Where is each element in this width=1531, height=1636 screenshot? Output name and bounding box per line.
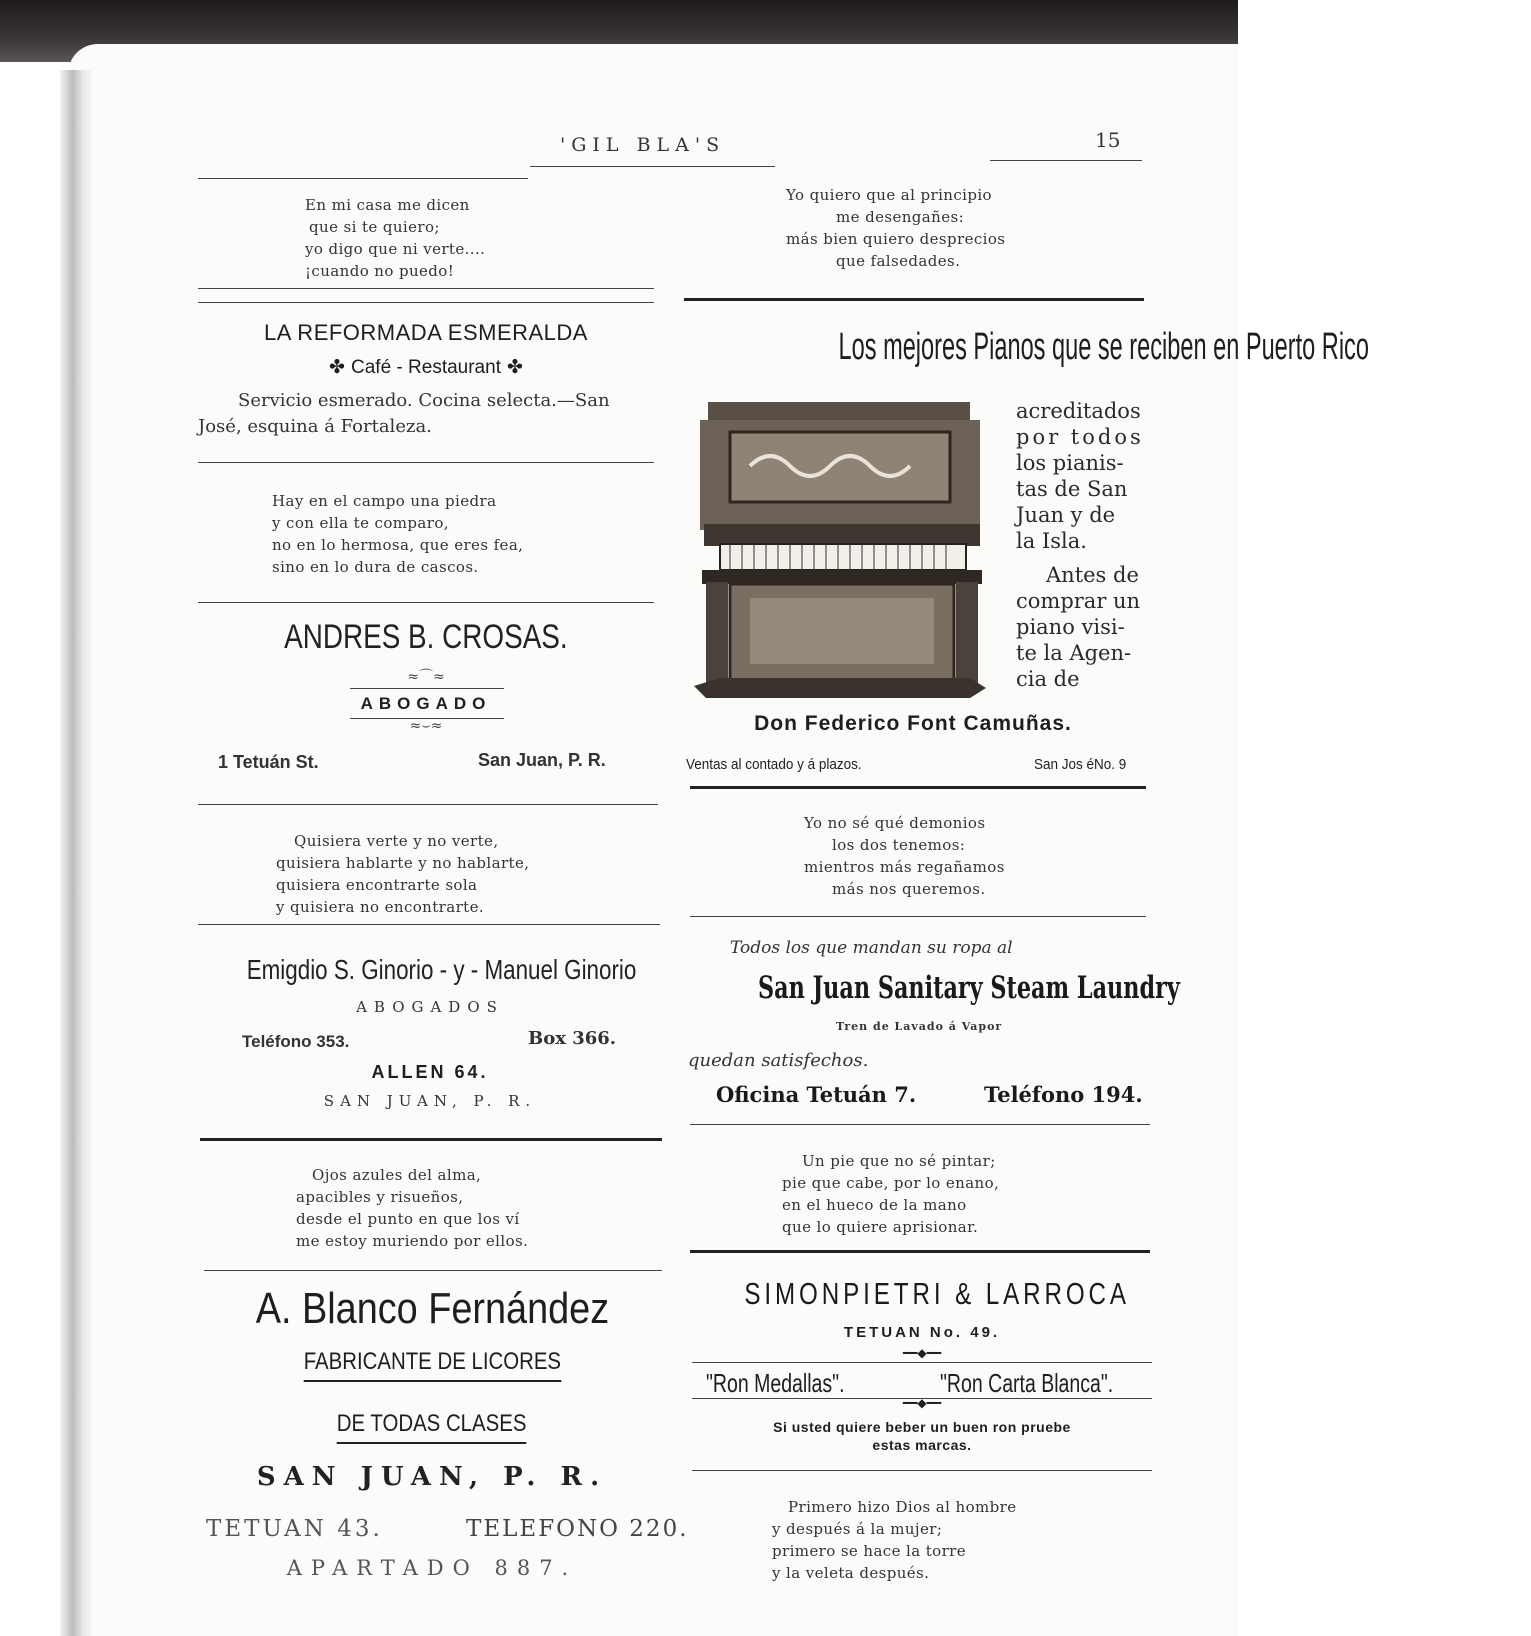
ornament-icon: ≈⌣≈ [409, 718, 443, 734]
esmeralda-text-1: Servicio esmerado. Cocina selecta.—San [238, 390, 610, 411]
crosas-name: ANDRES B. CROSAS. [284, 618, 568, 656]
divider [692, 1470, 1152, 1471]
divider [690, 916, 1146, 917]
divider [690, 1250, 1150, 1253]
laundry-sub: Tren de Lavado á Vapor [836, 1020, 1003, 1033]
laundry-office: Oficina Tetuán 7. [716, 1082, 917, 1107]
ornament-icon: ✤ [329, 356, 352, 378]
pianos-para-2: Antes de comprar un piano visi- te la Agen- cia de [1016, 563, 1141, 691]
pianos-headline-wrap [676, 326, 1369, 369]
ginorio-phone: Teléfono 353. [242, 1032, 350, 1051]
divider [350, 688, 504, 689]
pianos-terms: Ventas al contado y á plazos. [686, 756, 862, 773]
simonpietri-address: TETUAN No. 49. [843, 1324, 1001, 1341]
divider [684, 298, 1144, 301]
laundry-name-wrap [676, 970, 1180, 1006]
brand-2-wrap [940, 1368, 1171, 1399]
blanco-name: A. Blanco Fernández [255, 1284, 609, 1333]
ornament-icon: ━━◆━━ [902, 1396, 942, 1410]
verse-left-1: En mi casa me dicen que si te quiero; yo digo que ni verte.... ¡cuando no puedo! [305, 196, 486, 280]
ornament-icon: ≈⌒≈ [407, 669, 445, 685]
blanco-phone: TELEFONO 220. [466, 1516, 689, 1542]
divider [198, 924, 660, 925]
blanco-city: SAN JUAN, P. R. [256, 1462, 608, 1492]
blanco-box: APARTADO 887. [286, 1556, 578, 1580]
divider [690, 1124, 1150, 1125]
divider [200, 1138, 662, 1141]
simonpietri-note: Si usted quiere beber un buen ron pruebe estas marcas. [773, 1419, 1071, 1453]
brand-1: "Ron Medallas". [706, 1368, 845, 1398]
divider [204, 1270, 662, 1271]
crosas-name-wrap [198, 618, 654, 657]
pianos-address-wrap [1034, 754, 1137, 773]
page-number: 15 [1095, 128, 1121, 152]
ornament-icon: ━━◆━━ [902, 1346, 942, 1360]
divider [198, 602, 654, 603]
ginorio-names: Emigdio S. Ginorio - y - Manuel Ginorio [246, 954, 637, 985]
ornament-icon: ✤ [500, 356, 523, 378]
divider [198, 804, 658, 805]
running-header: 'GIL BLA'S [560, 134, 726, 156]
pianos-terms-wrap [686, 754, 881, 773]
ginorio-city: SAN JUAN, P. R. [323, 1092, 537, 1110]
esmeralda-text-2: José, esquina á Fortaleza. [198, 416, 432, 437]
divider [198, 462, 654, 463]
brand-2: "Ron Carta Blanca". [940, 1368, 1114, 1398]
laundry-name: San Juan Sanitary Steam Laundry [758, 970, 1180, 1006]
divider [690, 786, 1146, 789]
pianos-agent: Don Federico Font Camuñas. [754, 712, 1072, 735]
crosas-address: 1 Tetuán St. [218, 752, 319, 772]
crosas-city: San Juan, P. R. [478, 750, 606, 770]
header-rule-right [990, 160, 1142, 161]
verse-right-3: Un pie que no sé pintar; pie que cabe, por lo enano, en el hueco de la mano que lo quiere aprisionar. [782, 1152, 1000, 1236]
verse-left-4: Ojos azules del alma, apacibles y risueños, desde el punto en que los ví me estoy muriendo por ellos. [296, 1166, 529, 1250]
verse-right-2: Yo no sé qué demonios los dos tenemos: mientros más regañamos más nos queremos. [804, 814, 1005, 898]
laundry-phone: Teléfono 194. [984, 1082, 1143, 1107]
divider [198, 302, 654, 303]
crosas-role: ABOGADO [360, 694, 492, 713]
binding-shadow [60, 70, 92, 1636]
ginorio-names-wrap [198, 954, 662, 986]
header-rule-left [198, 178, 528, 179]
laundry-outro: quedan satisfechos. [688, 1050, 869, 1071]
blanco-line1-wrap [198, 1348, 666, 1382]
verse-left-3: Quisiera verte y no verte, quisiera hablarte y no hablarte, quisiera encontrarte sola y quisiera no encontrarte. [276, 832, 530, 916]
header-rule-mid [530, 166, 775, 167]
blanco-line2-wrap [198, 1410, 666, 1444]
laundry-intro: Todos los que mandan su ropa al [730, 938, 1013, 958]
verse-left-2: Hay en el campo una piedra y con ella te comparo, no en lo hermosa, que eres fea, sino en lo dura de cascos. [272, 492, 524, 576]
esmeralda-subtitle: Café - Restaurant [351, 357, 501, 378]
ginorio-role: ABOGADOS [356, 998, 504, 1016]
ginorio-street: ALLEN 64. [371, 1062, 489, 1082]
blanco-name-wrap [198, 1284, 666, 1334]
simonpietri-name-text: SIMONPIETRI & LARROCA [744, 1276, 1130, 1311]
pianos-address: San Jos éNo. 9 [1034, 756, 1127, 773]
simonpietri-name [690, 1276, 1154, 1312]
blanco-line1: FABRICANTE DE LICORES [303, 1348, 560, 1382]
esmeralda-title: LA REFORMADA ESMERALDA [264, 320, 588, 345]
esmeralda-subtitle-line [198, 356, 654, 379]
verse-right-4: Primero hizo Dios al hombre y después á la mujer; primero se hace la torre y la veleta después. [772, 1498, 1017, 1582]
divider [198, 288, 654, 289]
ginorio-box: Box 366. [528, 1028, 617, 1049]
piano-illustration [690, 396, 986, 706]
pianos-para-1: acreditados por todos los pianis- tas de San Juan y de la Isla. [1016, 399, 1144, 553]
blanco-street: TETUAN 43. [206, 1516, 383, 1542]
verse-right-1: Yo quiero que al principio me desengañes: más bien quiero desprecios que falsedades. [786, 186, 1006, 270]
brand-1-wrap [706, 1368, 891, 1399]
pianos-headline: Los mejores Pianos que se reciben en Puerto Rico [838, 326, 1369, 368]
divider [692, 1362, 1152, 1363]
blanco-line2: DE TODAS CLASES [337, 1410, 527, 1444]
